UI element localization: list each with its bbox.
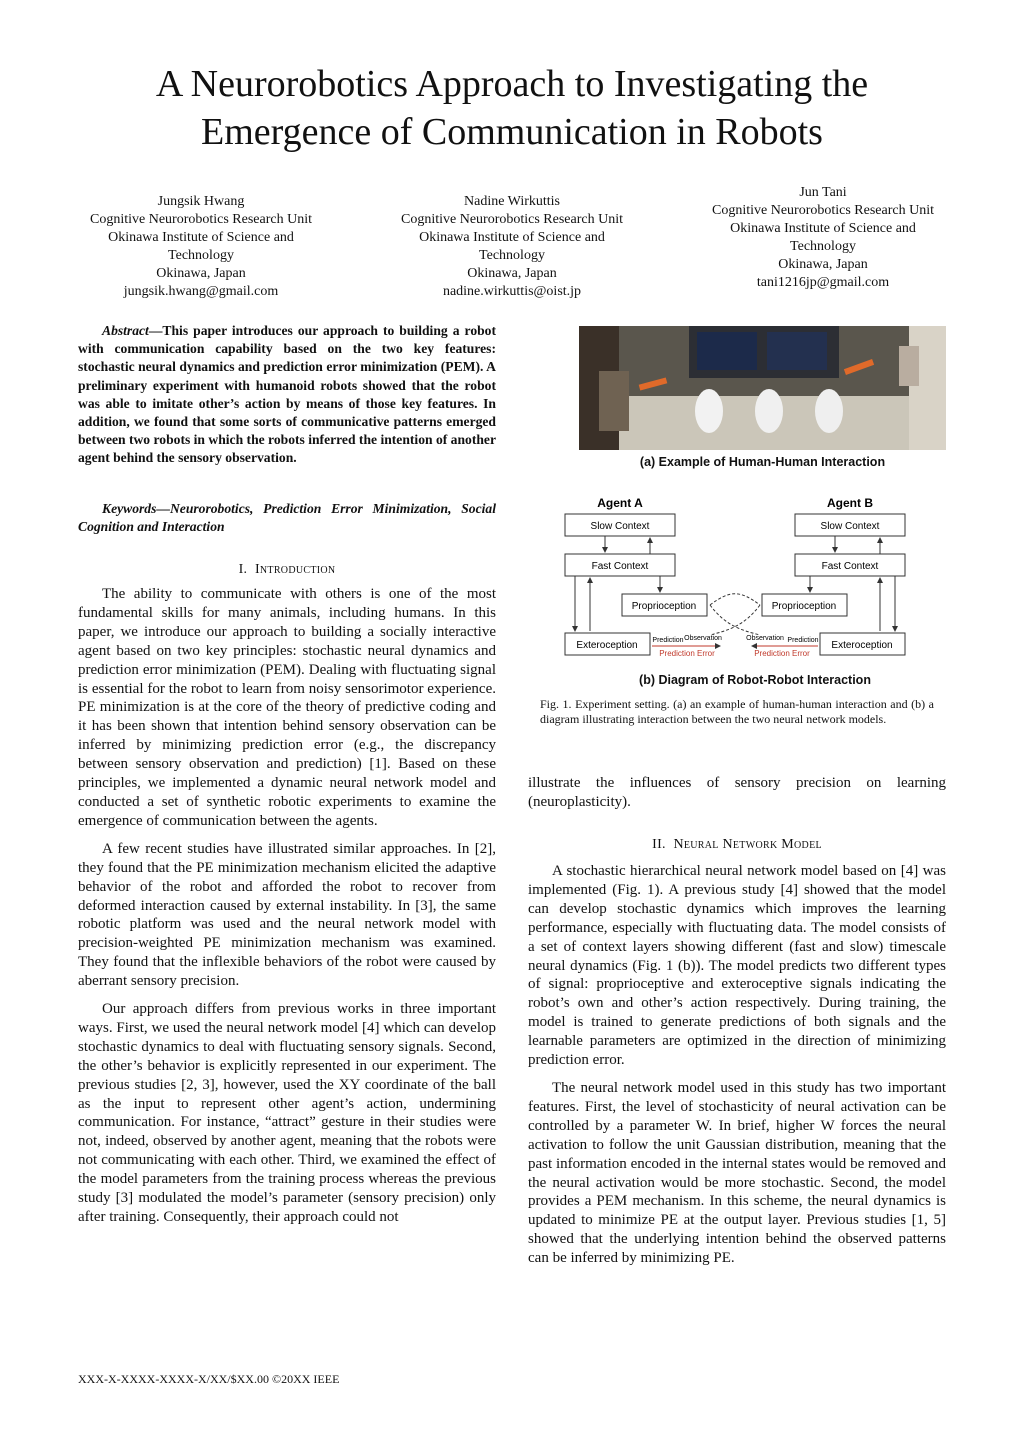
cross-link-b <box>710 605 760 635</box>
section-title: Neural Network Model <box>673 837 822 852</box>
intro-continuation: illustrate the influences of sensory precision on learning (neuroplasticity). <box>528 775 946 810</box>
figure-photo-human-interaction <box>579 326 946 450</box>
cross-link-a <box>710 605 760 635</box>
section-number: I. <box>238 562 248 577</box>
right-column-body <box>528 862 946 1277</box>
agent-a-fast-context: Fast Context <box>591 561 649 572</box>
intro-paragraph-1: The ability to communicate with others is one of the most fundamental skills for many animals, including humans. In this paper, we introduce our approach to building a socially interactive agent based on two key principles: stochastic neural dynamics and prediction error minimization (PEM). Dealing with fluctuating signal is essential for the robot to learn from noisy sensorimotor experience. PE minimization is at the core of the theory of predictive coding and it has been shown that intention behind sensory observation can be inferred by minimizing prediction error (e.g., the discrepancy between sensory observation and prediction) [1]. Based on these principles, we implemented a dynamic neural network model and conducted a set of synthetic robotic experiments to examine the emergence of communication between the agents. <box>78 586 496 829</box>
author-location: Okinawa, Japan <box>778 257 868 272</box>
paper-title <box>60 60 964 156</box>
keywords <box>78 500 496 536</box>
prediction-label-a: Prediction <box>652 637 684 644</box>
author-unit: Cognitive Neurorobotics Research Unit <box>89 212 312 227</box>
abstract <box>78 322 496 468</box>
abstract-label: Abstract <box>102 323 149 338</box>
author-email: jungsik.hwang@gmail.com <box>123 284 279 299</box>
author-institute: Okinawa Institute of Science and <box>108 230 294 245</box>
agent-a-slow-context: Slow Context <box>590 521 650 532</box>
observation-label-b: Observation <box>746 635 784 642</box>
observation-label-a: Observation <box>684 635 722 642</box>
title-line-1: A Neurorobotics Approach to Investigating the <box>155 63 869 105</box>
author-institute: Okinawa Institute of Science and <box>419 230 605 245</box>
agent-a-label: Agent A <box>597 496 643 510</box>
model-paragraph-2: The neural network model used in this study has two important features. First, the level of stochasticity of neural activation can be controlled by a parameter W. In brief, higher W forces the neural activation to follow the unit Gaussian distribution, meaning that the past information encoded in the internal states would be removed and the neural activation would be more stochastic. Second, the model provides a PEM mechanism. In this scheme, the neural dynamics is updated to minimize PE at the output layer. Previous studies [1, 5] showed that the underlying intention behind the observed patterns can be inferred by minimizing PE. <box>528 1079 946 1267</box>
author-institute-2: Technology <box>479 248 545 263</box>
author-block-2 <box>367 193 657 301</box>
section-heading-neural-network-model <box>528 837 946 853</box>
section-number: II. <box>652 837 666 852</box>
robot-interaction-diagram <box>560 490 950 670</box>
proprioception-link <box>710 594 760 605</box>
prediction-label-b: Prediction <box>787 637 819 644</box>
agent-b-slow-context: Slow Context <box>820 521 880 532</box>
agent-a-proprioception: Proprioception <box>631 601 697 612</box>
author-block-1 <box>56 193 346 301</box>
footer-copyright: XXX-X-XXXX-XXXX-X/XX/$XX.00 ©20XX IEEE <box>78 1372 340 1386</box>
agent-b-exteroception: Exteroception <box>831 640 893 651</box>
title-line-2: Emergence of Communication in Robots <box>201 111 823 153</box>
figure-caption-b: (b) Diagram of Robot-Robot Interaction <box>639 673 871 687</box>
intro-paragraph-3: Our approach differs from previous works in three important ways. First, we used the neural network model [4] which can develop stochastic dynamics to deal with fluctuating sensory signals. Second, the other’s behavior is explicitly represented in our experiment. The previous studies [2, 3], however, used the XY coordinate of the ball as the input to represent other agent’s action, undermining communication. For instance, “attract” gesture in their studies were not, indeed, observed by another agent, meaning that the robots were not communicating with each other. Third, we examined the effect of the model parameters from the training process whereas the previous study [3] modulated the model’s parameter (sensory precision) only after training. Consequently, their approach could not <box>78 1001 496 1225</box>
author-institute: Okinawa Institute of Science and <box>730 221 916 236</box>
left-column-body <box>78 585 496 1236</box>
author-institute-2: Technology <box>790 239 856 254</box>
author-unit: Cognitive Neurorobotics Research Unit <box>400 212 623 227</box>
right-column-continuation <box>528 774 946 821</box>
author-email: tani1216jp@gmail.com <box>756 275 890 290</box>
author-name: Nadine Wirkuttis <box>464 194 560 209</box>
author-name: Jun Tani <box>799 185 847 200</box>
model-paragraph-1: A stochastic hierarchical neural network model based on [4] was implemented (Fig. 1). A previous study [4] showed that the model can develop stochastic dynamics which improves the learning performance, especially with fluctuating data. The model consists of a set of context layers showing different (fast and slow) timescale neural dynamics (Fig. 1 (b)). The model predicts two different types of signal: proprioceptive and exteroceptive signals indicating the robot’s own and other’s action respectively. During training, the model is trained to generate predictions of both signals and the learnable parameters are optimized in the direction of minimizing prediction error. <box>528 863 946 1069</box>
agent-b-proprioception: Proprioception <box>771 601 837 612</box>
author-unit: Cognitive Neurorobotics Research Unit <box>711 203 934 218</box>
author-block-3 <box>678 184 968 292</box>
author-location: Okinawa, Japan <box>467 266 557 281</box>
abstract-text: —This paper introduces our approach to building a robot with communication capability based on the two key features: stochastic neural dynamics and prediction error minimization (PEM). A preliminary experiment with humanoid robots showed that the robot was able to imitate other’s action by means of those key features. In addition, we found that some sorts of communicative patterns emerged between two robots in which the robots inferred the intention of another agent behind the sensory observation. <box>78 323 496 466</box>
figure-caption-a: (a) Example of Human-Human Interaction <box>639 455 886 469</box>
section-title: Introduction <box>254 562 336 577</box>
prediction-error-label-a: Prediction Error <box>659 649 715 658</box>
photo-illustration <box>579 326 946 450</box>
author-name: Jungsik Hwang <box>157 194 245 209</box>
author-email: nadine.wirkuttis@oist.jp <box>442 284 582 299</box>
keywords-text: Keywords—Neurorobotics, Prediction Error Minimization, Social Cognition and Interaction <box>78 501 496 535</box>
intro-paragraph-2: A few recent studies have illustrated similar approaches. In [2], they found that the PE minimization mechanism elicited the adaptive behavior of the robot and afforded the robot to recover from deformed interaction caused by external instability. In [3], the same robotic platform was used and the neural network model with precision-weighted PE minimization mechanism was examined. They found that the inflexible behaviors of the robot were caused by aberrant sensory precision. <box>78 840 496 990</box>
agent-b-label: Agent B <box>827 496 873 510</box>
agent-b-fast-context: Fast Context <box>821 561 879 572</box>
figure-1-caption: Fig. 1. Experiment setting. (a) an example of human-human interaction and (b) a diagram illustrating interaction between the two neural network models. <box>540 697 934 726</box>
agent-a-exteroception: Exteroception <box>576 640 638 651</box>
author-location: Okinawa, Japan <box>156 266 246 281</box>
prediction-error-label-b: Prediction Error <box>754 649 810 658</box>
author-institute-2: Technology <box>168 248 234 263</box>
section-heading-introduction <box>78 562 496 578</box>
